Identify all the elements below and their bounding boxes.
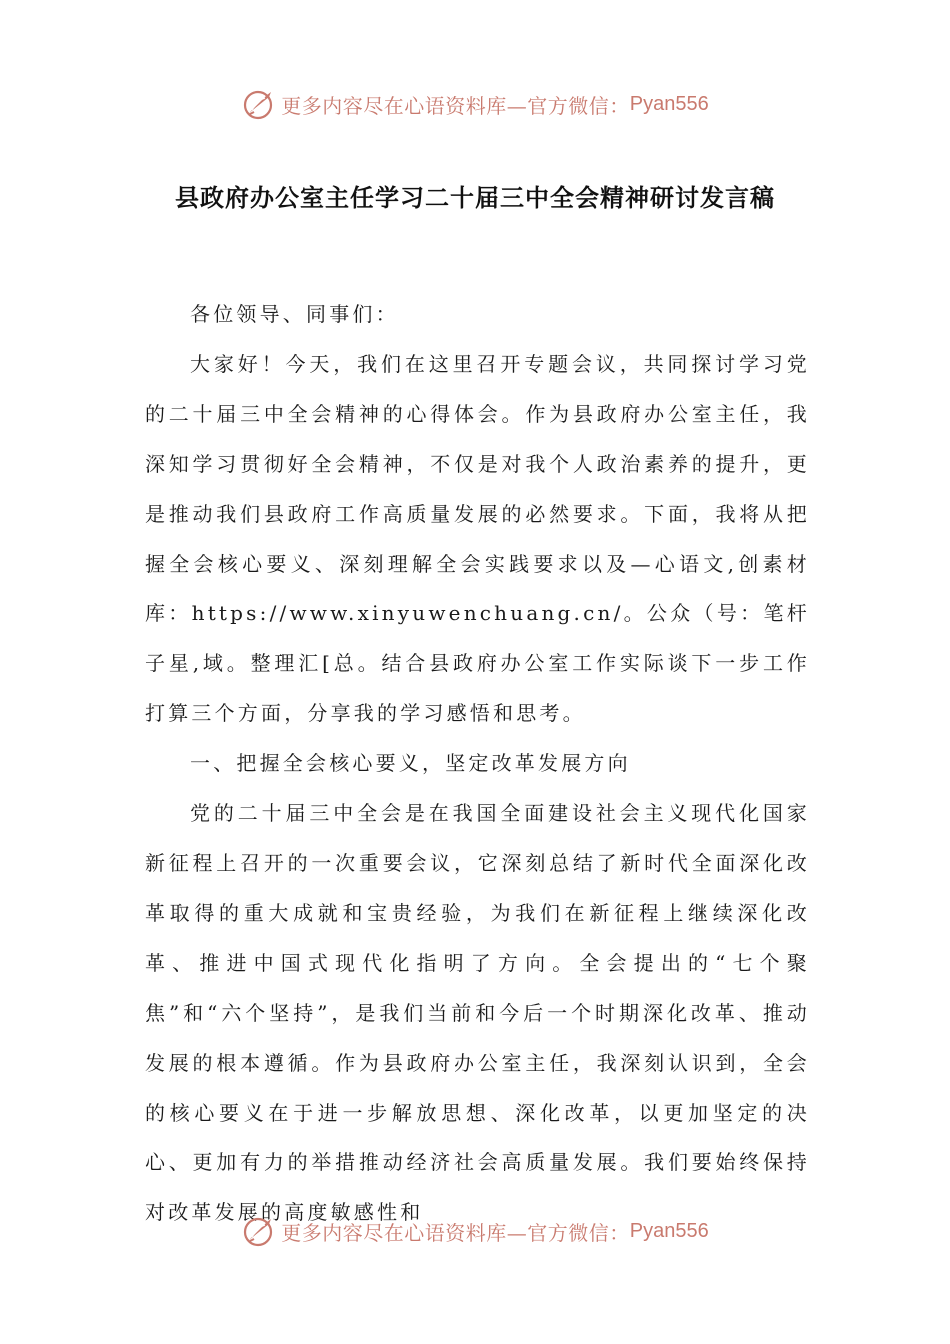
pen-logo-icon bbox=[241, 86, 277, 122]
watermark-wechat-id: Pyan556 bbox=[629, 92, 709, 115]
watermark-wechat-id: Pyan556 bbox=[629, 1219, 709, 1242]
section-heading-1: 一、把握全会核心要义，坚定改革发展方向 bbox=[190, 751, 631, 776]
document-body bbox=[145, 290, 810, 1238]
greeting-paragraph: 各位领导、同事们： bbox=[190, 302, 399, 326]
watermark-text: 更多内容尽在心语资料库—官方微信： bbox=[281, 1220, 630, 1245]
body-paragraph: 党的二十届三中全会是在我国全面建设社会主义现代化国家新征程上召开的一次重要会议，它深刻总结了新时代全面深化改革取得的重大成就和宝贵经验，为我们在新征程上继续深化改革、推进中国式现代化指明了方向。全会提出的“七个聚焦”和“六个坚持”，是我们当前和今后一个时期深化改革、推动发展的根本遵循。作为县政府办公室主任，我深刻认识到，全会的核心要义在于进一步解放思想、深化改革，以更加坚定的决心、更加有力的举措推动经济社会高质量发展。我们要始终保持对改革发展的高度敏感性和 bbox=[145, 801, 810, 1225]
intro-paragraph: 大家好！今天，我们在这里召开专题会议，共同探讨学习党的二十届三中全会精神的心得体会。作为县政府办公室主任，我深知学习贯彻好全会精神，不仅是对我个人政治素养的提升，更是推动我们县政府工作高质量发展的必然要求。下面，我将从把握全会核心要义、深刻理解全会实践要求以及—心语文,创素材库：https://www.xinyuwenchuang.cn/。公众（号：笔杆子星,域。整理汇[总。结合县政府办公室工作实际谈下一步工作打算三个方面，分享我的学习感悟和思考。 bbox=[145, 351, 810, 726]
watermark-text: 更多内容尽在心语资料库—官方微信： bbox=[281, 93, 630, 118]
footer-watermark bbox=[0, 1209, 950, 1253]
pen-logo-icon bbox=[241, 1213, 277, 1249]
document-title: 县政府办公室主任学习二十届三中全会精神研讨发言稿 bbox=[175, 184, 775, 212]
header-watermark bbox=[0, 82, 950, 126]
